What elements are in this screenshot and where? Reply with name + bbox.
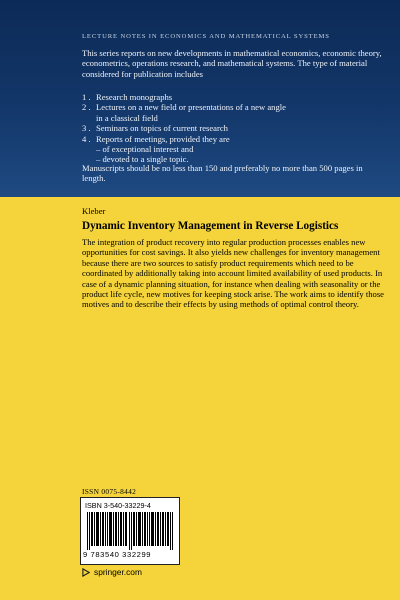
list-subitem: – of exceptional interest and — [96, 144, 194, 155]
isbn-label: ISBN 3-540-33229-4 — [85, 501, 151, 510]
barcode-icon — [87, 512, 173, 550]
book-title: Dynamic Inventory Management in Reverse Logistics — [82, 220, 339, 232]
barcode-block — [80, 497, 180, 565]
series-list — [82, 92, 382, 165]
list-item-continuation: in a classical field — [96, 112, 158, 123]
publisher-logo[interactable] — [82, 567, 142, 577]
series-footer: Manuscripts should be no less than 150 and preferably no more than 500 pages in length. — [82, 163, 363, 184]
book-abstract: The integration of product recovery into regular production processes enables new opportunities for cost savings. It also yields new challenges for inventory management because there are two sources to satisfy product requirements which need to be coordinated by additionally taking into account limited availability of used products. In case of a dynamic planning situation, for instance when dealing with seasonality or the product life cycle, new motives for keeping stock arise. The work aims to identify those motives and to describe their effects by using methods of optimal control theory. — [82, 237, 384, 310]
list-subitem: – devoted to a single topic. — [96, 154, 189, 165]
series-panel — [0, 0, 400, 197]
springer-arrow-icon — [82, 568, 91, 577]
series-intro: This series reports on new developments in mathematical economics, economic theory, econometrics, operations research, and mathematical systems. The type of material considered for publication includes — [82, 48, 382, 79]
publisher-url[interactable]: springer.com — [94, 567, 142, 577]
issn-label: ISSN 0075-8442 — [82, 487, 137, 496]
list-item: 1 . Research monographs — [82, 92, 173, 102]
series-title: LECTURE NOTES IN ECONOMICS AND MATHEMATICAL SYSTEMS — [82, 33, 330, 40]
book-author: Kleber — [82, 206, 106, 216]
list-item: 4 . Reports of meetings, provided they are — [82, 133, 230, 144]
list-item: 3 . Seminars on topics of current research — [82, 123, 228, 134]
barcode-digits: 9 783540 332299 — [83, 550, 152, 559]
list-item: 2 . Lectures on a new field or presentations of a new angle — [82, 102, 286, 113]
